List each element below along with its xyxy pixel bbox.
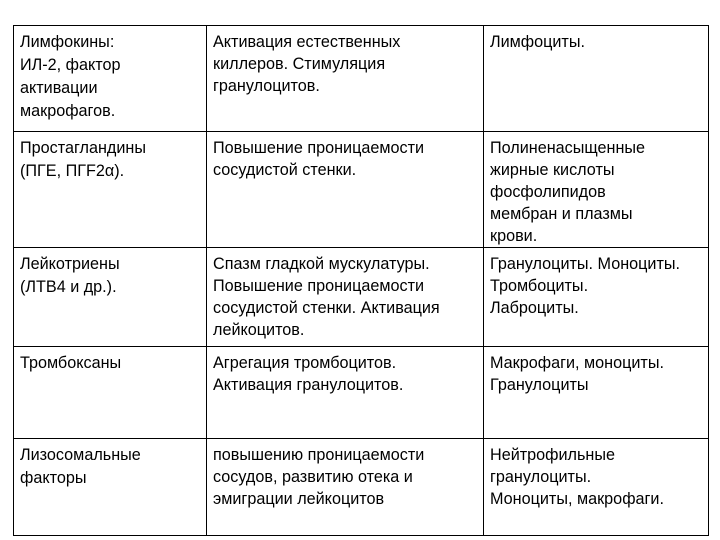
mediator-name-cell: Лимфокины: ИЛ-2, фактор активации макрофагов. bbox=[14, 26, 207, 132]
table-row bbox=[14, 132, 709, 248]
mediator-source-cell: Макрофаги, моноциты. Гранулоциты bbox=[484, 347, 709, 439]
mediator-source-cell: Полиненасыщенные жирные кислоты фосфолипидов мембран и плазмы крови. bbox=[484, 132, 709, 248]
mediator-effect-cell: Спазм гладкой мускулатуры. Повышение проницаемости сосудистой стенки. Активация лейкоцитов. bbox=[207, 248, 484, 347]
mediator-effect-cell: Агрегация тромбоцитов. Активация гранулоцитов. bbox=[207, 347, 484, 439]
mediator-effect-cell: повышению проницаемости сосудов, развитию отека и эмиграции лейкоцитов bbox=[207, 439, 484, 536]
mediator-name-cell: Лизосомальные факторы bbox=[14, 439, 207, 536]
table-row bbox=[14, 347, 709, 439]
mediator-name-cell: Тромбоксаны bbox=[14, 347, 207, 439]
table-row bbox=[14, 439, 709, 536]
mediator-source-cell: Нейтрофильные гранулоциты. Моноциты, макрофаги. bbox=[484, 439, 709, 536]
mediator-source-cell: Гранулоциты. Моноциты. Тромбоциты. Лаброциты. bbox=[484, 248, 709, 347]
mediator-source-cell: Лимфоциты. bbox=[484, 26, 709, 132]
mediator-effect-cell: Повышение проницаемости сосудистой стенки. bbox=[207, 132, 484, 248]
mediators-table bbox=[13, 25, 709, 536]
mediator-name-cell: Лейкотриены (ЛТВ4 и др.). bbox=[14, 248, 207, 347]
table-row bbox=[14, 26, 709, 132]
mediator-effect-cell: Активация естественных киллеров. Стимуляция гранулоцитов. bbox=[207, 26, 484, 132]
table-row bbox=[14, 248, 709, 347]
mediator-name-cell: Простагландины (ПГЕ, ПГF2α). bbox=[14, 132, 207, 248]
